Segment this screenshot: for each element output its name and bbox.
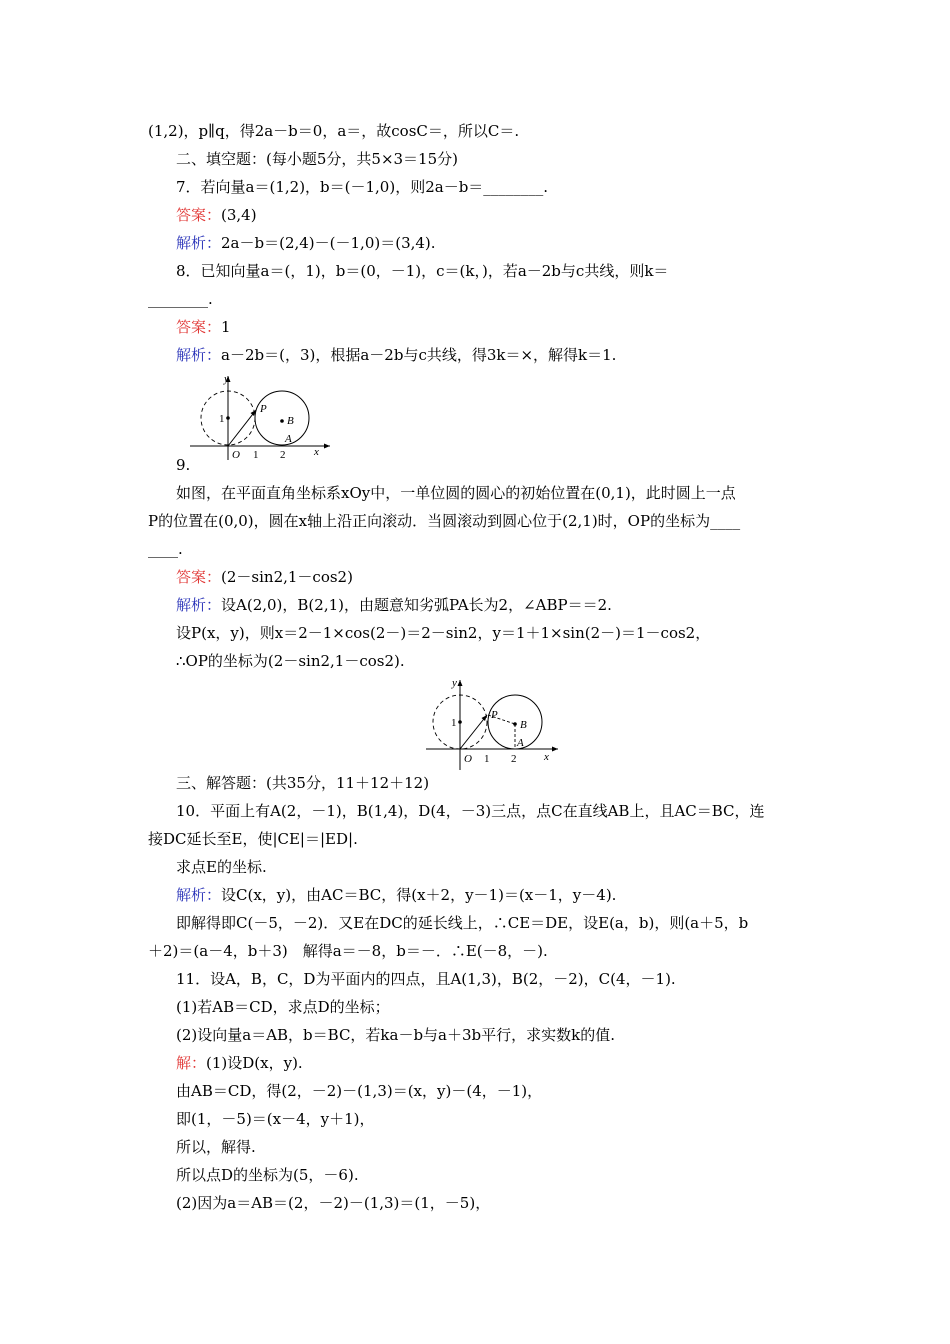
question-9-text: 如图，在平面直角坐标系xOy中，一单位圆的圆心的初始位置在(0,1)，此时圆上一点: [176, 484, 736, 502]
point-a-label: A: [517, 737, 524, 749]
x-axis-label: x: [314, 446, 319, 458]
explanation-label: 解析：: [176, 596, 222, 614]
explanation-text: 设A(2,0)，B(2,1)，由题意知劣弧PA长为2，∠ABP＝＝2.: [221, 596, 612, 614]
text-line: ________.: [148, 290, 213, 308]
text-line: (2)因为a＝AB＝(2，－2)－(1,3)＝(1，－5)，: [176, 1194, 491, 1212]
explanation-line: [176, 595, 836, 615]
answer-label: 答案：: [176, 206, 222, 224]
point-a-label: A: [285, 433, 292, 445]
text-line: 所以点D的坐标为(5，－6).: [176, 1166, 359, 1184]
explanation-text: 2a－b＝(2,4)－(－1,0)＝(3,4).: [221, 234, 436, 252]
section-heading: 二、填空题：(每小题5分，共5×3＝15分): [176, 150, 458, 168]
answer-text: 1: [221, 318, 231, 336]
text-line: ＋2)＝(a－4，b＋3) 解得a＝－8，b＝－．∴E(－8，－).: [148, 942, 548, 960]
solution-line: [176, 1053, 836, 1073]
y-tick-1-label: 1: [451, 717, 457, 729]
explanation-label: 解析：: [176, 234, 222, 252]
solution-label: 解：: [176, 1054, 207, 1072]
tick-2-label: 2: [280, 449, 286, 461]
question-10: 10．平面上有A(2，－1)，B(1,4)，D(4，－3)三点，点C在直线AB上，且AC＝BC，连: [176, 802, 765, 820]
text-line: 接DC延长至E，使|CE|＝|ED|.: [148, 830, 358, 848]
text-line: 即(1，－5)＝(x－4，y＋1)，: [176, 1110, 375, 1128]
answer-text: (3,4): [221, 206, 257, 224]
origin-label: O: [464, 753, 472, 765]
explanation-line: [176, 233, 836, 253]
text-line: (1)若AB＝CD，求点D的坐标；: [176, 998, 390, 1016]
answer-label: 答案：: [176, 318, 222, 336]
text-line: ∴OP的坐标为(2－sin2,1－cos2).: [176, 652, 405, 670]
y-axis-label: y: [452, 677, 457, 689]
text-line: ____.: [148, 540, 183, 558]
text-line: P的位置在(0,0)，圆在x轴上沿正向滚动．当圆滚动到圆心位于(2,1)时，OP的坐标为____: [148, 512, 741, 530]
solution-text: (1)设D(x，y).: [206, 1054, 303, 1072]
text-line: 由AB＝CD，得(2，－2)－(1,3)＝(x，y)－(4，－1)，: [176, 1082, 543, 1100]
explanation-label: 解析：: [176, 886, 222, 904]
point-p-label: P: [260, 403, 267, 415]
y-tick-1-label: 1: [219, 413, 225, 425]
x-axis-label: x: [544, 751, 549, 763]
rolling-circle-figure-2: [422, 672, 572, 772]
answer-label: 答案：: [176, 568, 222, 586]
answer-line: [176, 567, 836, 587]
tick-1-label: 1: [484, 753, 490, 765]
explanation-text: 设C(x，y)，由AC＝BC，得(x＋2，y－1)＝(x－1，y－4).: [221, 886, 617, 904]
question-7: 7．若向量a＝(1,2)，b＝(－1,0)，则2a－b＝________.: [176, 178, 549, 196]
point-b-label: B: [287, 415, 294, 427]
answer-text: (2－sin2,1－cos2): [221, 568, 353, 586]
answer-line: [176, 205, 836, 225]
question-8: 8．已知向量a＝(，1)，b＝(0，－1)，c＝(k，)，若a－2b与c共线，则k＝: [176, 262, 669, 280]
explanation-line: [176, 885, 836, 905]
text-line: 求点E的坐标.: [176, 858, 267, 876]
section-heading: 三、解答题：(共35分，11＋12＋12): [176, 774, 430, 792]
text-line: (1,2)，p∥q，得2a－b＝0，a＝，故cosC＝，所以C＝.: [148, 122, 520, 140]
answer-line: [176, 317, 836, 337]
question-11: 11．设A，B，C，D为平面内的四点，且A(1,3)，B(2，－2)，C(4，－1).: [176, 970, 676, 988]
text-line: 即解得即C(－5，－2)．又E在DC的延长线上，∴CE＝DE，设E(a，b)，则(a＋5，b: [176, 914, 749, 932]
rolling-circle-figure-1: [190, 368, 340, 464]
explanation-line: [176, 345, 836, 365]
point-p-label: P: [491, 709, 498, 721]
y-axis-label: y: [224, 373, 229, 385]
origin-label: O: [232, 449, 240, 461]
explanation-label: 解析：: [176, 346, 222, 364]
text-line: 所以，解得.: [176, 1138, 256, 1156]
point-b-label: B: [520, 719, 527, 731]
explanation-text: a－2b＝(，3)，根据a－2b与c共线，得3k＝×，解得k＝1.: [221, 346, 617, 364]
question-9-number: 9.: [176, 456, 191, 474]
tick-1-label: 1: [253, 449, 259, 461]
text-line: 设P(x，y)，则x＝2－1×cos(2－)＝2－sin2，y＝1＋1×sin(2－)＝1－cos2，: [176, 624, 711, 642]
tick-2-label: 2: [511, 753, 517, 765]
text-line: (2)设向量a＝AB，b＝BC，若ka－b与a＋3b平行，求实数k的值.: [176, 1026, 616, 1044]
